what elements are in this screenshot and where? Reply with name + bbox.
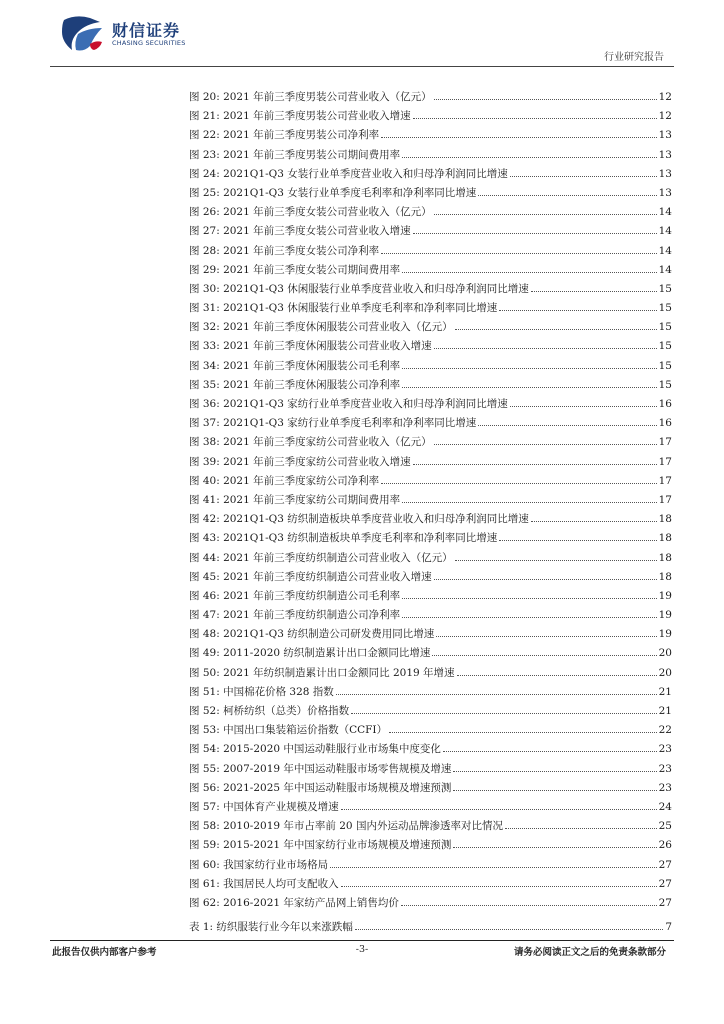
toc-dot-leader (355, 922, 663, 930)
toc-dot-leader (413, 226, 657, 234)
toc-entry-title: 图 36: 2021Q1-Q3 家纺行业单季度营业收入和归母净利润同比增速 (189, 398, 508, 410)
toc-entry-title: 图 46: 2021 年前三季度纺织制造公司毛利率 (189, 589, 401, 602)
toc-entry-page-number: 23 (658, 762, 672, 775)
toc-dot-leader (413, 111, 657, 119)
toc-dot-leader (351, 706, 657, 714)
toc-entry-title: 图 53: 中国出口集装箱运价指数（CCFI） (189, 724, 388, 737)
toc-entry[interactable] (189, 395, 672, 414)
toc-entry-title: 图 57: 中国体育产业规模及增速 (189, 800, 339, 813)
toc-entry-title: 图 50: 2021 年纺织制造累计出口金额同比 2019 年增速 (189, 666, 455, 679)
toc-entry-page-number: 15 (658, 359, 672, 372)
toc-entry[interactable] (189, 88, 672, 107)
toc-entry-title: 图 62: 2016-2021 年家纺产品网上销售均价 (189, 896, 399, 909)
toc-entry[interactable] (189, 453, 672, 472)
toc-dot-leader (455, 322, 657, 330)
toc-entry-title: 图 41: 2021 年前三季度家纺公司期间费用率 (189, 493, 401, 506)
toc-entry[interactable] (189, 529, 672, 548)
toc-entry[interactable] (189, 414, 672, 433)
toc-dot-leader (453, 783, 656, 791)
toc-entry[interactable] (189, 318, 672, 337)
toc-dot-leader (499, 533, 656, 541)
toc-entry-page-number: 21 (658, 685, 672, 698)
toc-entry-page-number: 19 (658, 589, 672, 602)
toc-entry[interactable] (189, 280, 672, 299)
toc-entry[interactable] (189, 817, 672, 836)
toc-entry[interactable] (189, 606, 672, 625)
toc-entry-page-number: 16 (658, 398, 672, 410)
toc-entry-page-number: 27 (658, 877, 672, 890)
toc-entry-title: 图 38: 2021 年前三季度家纺公司营业收入（亿元） (189, 436, 432, 449)
toc-dot-leader (434, 207, 657, 215)
toc-entry-page-number: 14 (658, 263, 672, 276)
toc-entry-page-number: 17 (658, 493, 672, 506)
toc-dot-leader (401, 898, 657, 906)
toc-entry-page-number: 12 (658, 91, 672, 103)
toc-entry-title: 图 55: 2007-2019 年中国运动鞋服市场零售规模及增速 (189, 762, 452, 775)
toc-dot-leader (505, 821, 657, 829)
toc-entry-title: 图 42: 2021Q1-Q3 纺织制造板块单季度营业收入和归母净利润同比增速 (189, 513, 529, 526)
toc-dot-leader (531, 284, 657, 292)
logo-chinese-name: 财信证券 (112, 21, 181, 40)
toc-dot-leader (381, 476, 656, 484)
toc-entry-title: 图 39: 2021 年前三季度家纺公司营业收入增速 (189, 455, 411, 468)
toc-entry[interactable] (189, 510, 672, 529)
toc-entry[interactable] (189, 721, 672, 740)
toc-entry-page-number: 15 (658, 302, 672, 315)
toc-entry-page-number: 15 (658, 378, 672, 391)
figure-index-list (189, 88, 672, 913)
toc-entry[interactable] (189, 798, 672, 817)
toc-entry-page-number: 19 (658, 609, 672, 622)
toc-entry-title: 图 47: 2021 年前三季度纺织制造公司净利率 (189, 609, 401, 622)
logo-english-name: CHASING SECURITIES (112, 39, 186, 47)
company-logo (60, 14, 200, 54)
toc-entry-page-number: 7 (665, 921, 672, 933)
toc-entry-title: 图 58: 2010-2019 年市占率前 20 国内外运动品牌渗透率对比情况 (189, 820, 503, 833)
toc-entry[interactable] (189, 664, 672, 683)
toc-entry-title: 图 33: 2021 年前三季度休闲服装公司营业收入增速 (189, 340, 432, 353)
toc-entry-title: 图 29: 2021 年前三季度女装公司期间费用率 (189, 263, 401, 276)
toc-dot-leader (478, 188, 656, 196)
page-header (0, 0, 724, 72)
toc-entry[interactable] (189, 222, 672, 241)
toc-entry-title: 图 52: 柯桥纺织（总类）价格指数 (189, 705, 350, 717)
document-type-label: 行业研究报告 (604, 52, 664, 63)
toc-entry-page-number: 25 (658, 820, 672, 833)
toc-entry-page-number: 23 (658, 781, 672, 794)
toc-entry-page-number: 14 (658, 225, 672, 238)
toc-dot-leader (341, 879, 657, 887)
toc-entry-title: 图 59: 2015-2021 年中国家纺行业市场规模及增速预测 (189, 839, 452, 852)
toc-entry-page-number: 17 (658, 474, 672, 487)
toc-entry-title: 图 43: 2021Q1-Q3 纺织制造板块单季度毛利率和净利率同比增速 (189, 532, 498, 545)
toc-entry-title: 图 40: 2021 年前三季度家纺公司净利率 (189, 474, 380, 487)
toc-entry[interactable] (189, 107, 672, 126)
toc-entry-page-number: 12 (658, 110, 672, 123)
toc-entry-title: 图 30: 2021Q1-Q3 休闲服装行业单季度营业收入和归母净利润同比增速 (189, 282, 529, 295)
chasing-logo-icon (60, 14, 106, 54)
toc-dot-leader (330, 860, 657, 868)
toc-dot-leader (381, 246, 656, 254)
toc-dot-leader (381, 130, 656, 138)
toc-entry[interactable] (189, 165, 672, 184)
toc-entry-page-number: 18 (658, 551, 672, 564)
toc-entry-title: 图 20: 2021 年前三季度男装公司营业收入（亿元） (189, 91, 432, 103)
toc-dot-leader (443, 744, 657, 752)
toc-entry[interactable] (189, 433, 672, 452)
toc-dot-leader (531, 514, 657, 522)
toc-entry[interactable] (189, 702, 672, 721)
toc-dot-leader (389, 725, 657, 733)
toc-entry[interactable] (189, 491, 672, 510)
toc-entry-page-number: 13 (658, 186, 672, 199)
toc-entry[interactable] (189, 299, 672, 318)
toc-entry-title: 图 21: 2021 年前三季度男装公司营业收入增速 (189, 110, 411, 123)
toc-dot-leader (499, 303, 656, 311)
toc-entry[interactable] (189, 357, 672, 376)
toc-entry-title: 图 28: 2021 年前三季度女装公司净利率 (189, 244, 380, 257)
toc-dot-leader (434, 341, 657, 349)
toc-entry-page-number: 13 (658, 148, 672, 161)
toc-dot-leader (402, 380, 656, 388)
toc-entry-page-number: 24 (658, 800, 672, 813)
toc-entry-page-number: 18 (658, 570, 672, 583)
toc-entry-page-number: 20 (658, 666, 672, 679)
toc-entry-page-number: 27 (658, 858, 672, 871)
toc-entry-title: 图 23: 2021 年前三季度男装公司期间费用率 (189, 148, 401, 161)
toc-entry[interactable] (189, 587, 672, 606)
toc-entry-title: 图 26: 2021 年前三季度女装公司营业收入（亿元） (189, 206, 432, 219)
toc-entry[interactable] (189, 856, 672, 875)
footer-divider (50, 940, 674, 941)
toc-entry-title: 图 24: 2021Q1-Q3 女装行业单季度营业收入和归母净利润同比增速 (189, 167, 508, 180)
toc-entry[interactable] (189, 203, 672, 222)
toc-entry[interactable] (189, 568, 672, 587)
toc-dot-leader (455, 553, 657, 561)
toc-entry[interactable] (189, 836, 672, 855)
toc-entry-page-number: 26 (658, 839, 672, 852)
toc-entry-title: 图 44: 2021 年前三季度纺织制造公司营业收入（亿元） (189, 551, 453, 564)
toc-entry-page-number: 23 (658, 743, 672, 756)
toc-dot-leader (432, 648, 656, 656)
toc-entry-page-number: 18 (658, 532, 672, 545)
toc-dot-leader (434, 572, 657, 580)
toc-entry-page-number: 15 (658, 282, 672, 295)
toc-entry[interactable] (189, 779, 672, 798)
toc-entry[interactable] (189, 644, 672, 663)
footer-disclaimer-right: 请务必阅读正文之后的免责条款部分 (513, 947, 666, 958)
toc-entry-title: 图 34: 2021 年前三季度休闲服装公司毛利率 (189, 359, 401, 372)
toc-dot-leader (510, 169, 657, 177)
toc-dot-leader (402, 265, 656, 273)
toc-entry[interactable] (189, 261, 672, 280)
toc-dot-leader (402, 591, 656, 599)
toc-dot-leader (413, 457, 657, 465)
toc-entry-title: 图 22: 2021 年前三季度男装公司净利率 (189, 129, 380, 142)
toc-entry-title: 图 54: 2015-2020 中国运动鞋服行业市场集中度变化 (189, 743, 441, 756)
table-index-list (189, 918, 672, 937)
toc-entry-title: 图 45: 2021 年前三季度纺织制造公司营业收入增速 (189, 570, 432, 583)
toc-entry[interactable] (189, 337, 672, 356)
toc-dot-leader (434, 437, 657, 445)
toc-dot-leader (478, 418, 656, 426)
toc-entry-page-number: 14 (658, 244, 672, 257)
toc-entry[interactable] (189, 894, 672, 913)
toc-entry-page-number: 17 (658, 436, 672, 449)
toc-entry-title: 图 49: 2011-2020 纺织制造累计出口金额同比增速 (189, 647, 431, 660)
toc-entry-title: 图 60: 我国家纺行业市场格局 (189, 858, 329, 871)
toc-entry[interactable] (189, 146, 672, 165)
toc-entry-title: 图 56: 2021-2025 年中国运动鞋服市场规模及增速预测 (189, 781, 452, 794)
toc-dot-leader (402, 610, 656, 618)
toc-entry[interactable] (189, 549, 672, 568)
toc-entry-page-number: 17 (658, 455, 672, 468)
toc-entry[interactable] (189, 875, 672, 894)
toc-entry-title: 图 31: 2021Q1-Q3 休闲服装行业单季度毛利率和净利率同比增速 (189, 302, 498, 315)
toc-entry-page-number: 14 (658, 206, 672, 219)
toc-entry[interactable] (189, 242, 672, 261)
toc-entry-page-number: 19 (658, 628, 672, 641)
toc-entry-title: 表 1: 纺织服装行业今年以来涨跌幅 (189, 921, 353, 933)
footer-disclaimer-left: 此报告仅供内部客户参考 (52, 947, 157, 958)
toc-entry-title: 图 37: 2021Q1-Q3 家纺行业单季度毛利率和净利率同比增速 (189, 417, 477, 430)
toc-dot-leader (436, 629, 656, 637)
toc-dot-leader (457, 668, 657, 676)
toc-entry-page-number: 13 (658, 167, 672, 180)
toc-dot-leader (510, 399, 657, 407)
toc-entry-page-number: 15 (658, 340, 672, 353)
toc-entry-title: 图 25: 2021Q1-Q3 女装行业单季度毛利率和净利率同比增速 (189, 186, 477, 199)
toc-entry-page-number: 20 (658, 647, 672, 660)
toc-entry-title: 图 32: 2021 年前三季度休闲服装公司营业收入（亿元） (189, 321, 453, 334)
toc-dot-leader (453, 840, 656, 848)
toc-entry[interactable] (189, 126, 672, 145)
toc-entry[interactable] (189, 376, 672, 395)
toc-entry[interactable] (189, 740, 672, 759)
toc-entry-page-number: 18 (658, 513, 672, 526)
toc-entry-page-number: 16 (658, 417, 672, 430)
header-divider (50, 66, 674, 67)
toc-entry-title: 图 61: 我国居民人均可支配收入 (189, 877, 339, 890)
toc-entry-page-number: 22 (658, 724, 672, 737)
toc-dot-leader (341, 802, 657, 810)
toc-entry-page-number: 21 (658, 705, 672, 717)
toc-entry-page-number: 13 (658, 129, 672, 142)
toc-entry[interactable] (189, 625, 672, 644)
toc-entry-page-number: 27 (658, 896, 672, 909)
toc-dot-leader (402, 150, 656, 158)
toc-entry-title: 图 51: 中国棉花价格 328 指数 (189, 685, 334, 698)
toc-entry-title: 图 27: 2021 年前三季度女装公司营业收入增速 (189, 225, 411, 238)
toc-entry[interactable] (189, 184, 672, 203)
toc-dot-leader (336, 687, 657, 695)
toc-entry-title: 图 35: 2021 年前三季度休闲服装公司净利率 (189, 378, 401, 391)
toc-entry[interactable] (189, 760, 672, 779)
toc-dot-leader (402, 495, 656, 503)
toc-dot-leader (402, 361, 656, 369)
toc-dot-leader (434, 92, 657, 100)
toc-entry[interactable] (189, 683, 672, 702)
toc-entry-title: 图 48: 2021Q1-Q3 纺织制造公司研发费用同比增速 (189, 628, 435, 641)
toc-entry[interactable] (189, 918, 672, 937)
toc-dot-leader (453, 764, 656, 772)
page-number: -3- (355, 944, 369, 955)
toc-entry-page-number: 15 (658, 321, 672, 334)
toc-entry[interactable] (189, 472, 672, 491)
